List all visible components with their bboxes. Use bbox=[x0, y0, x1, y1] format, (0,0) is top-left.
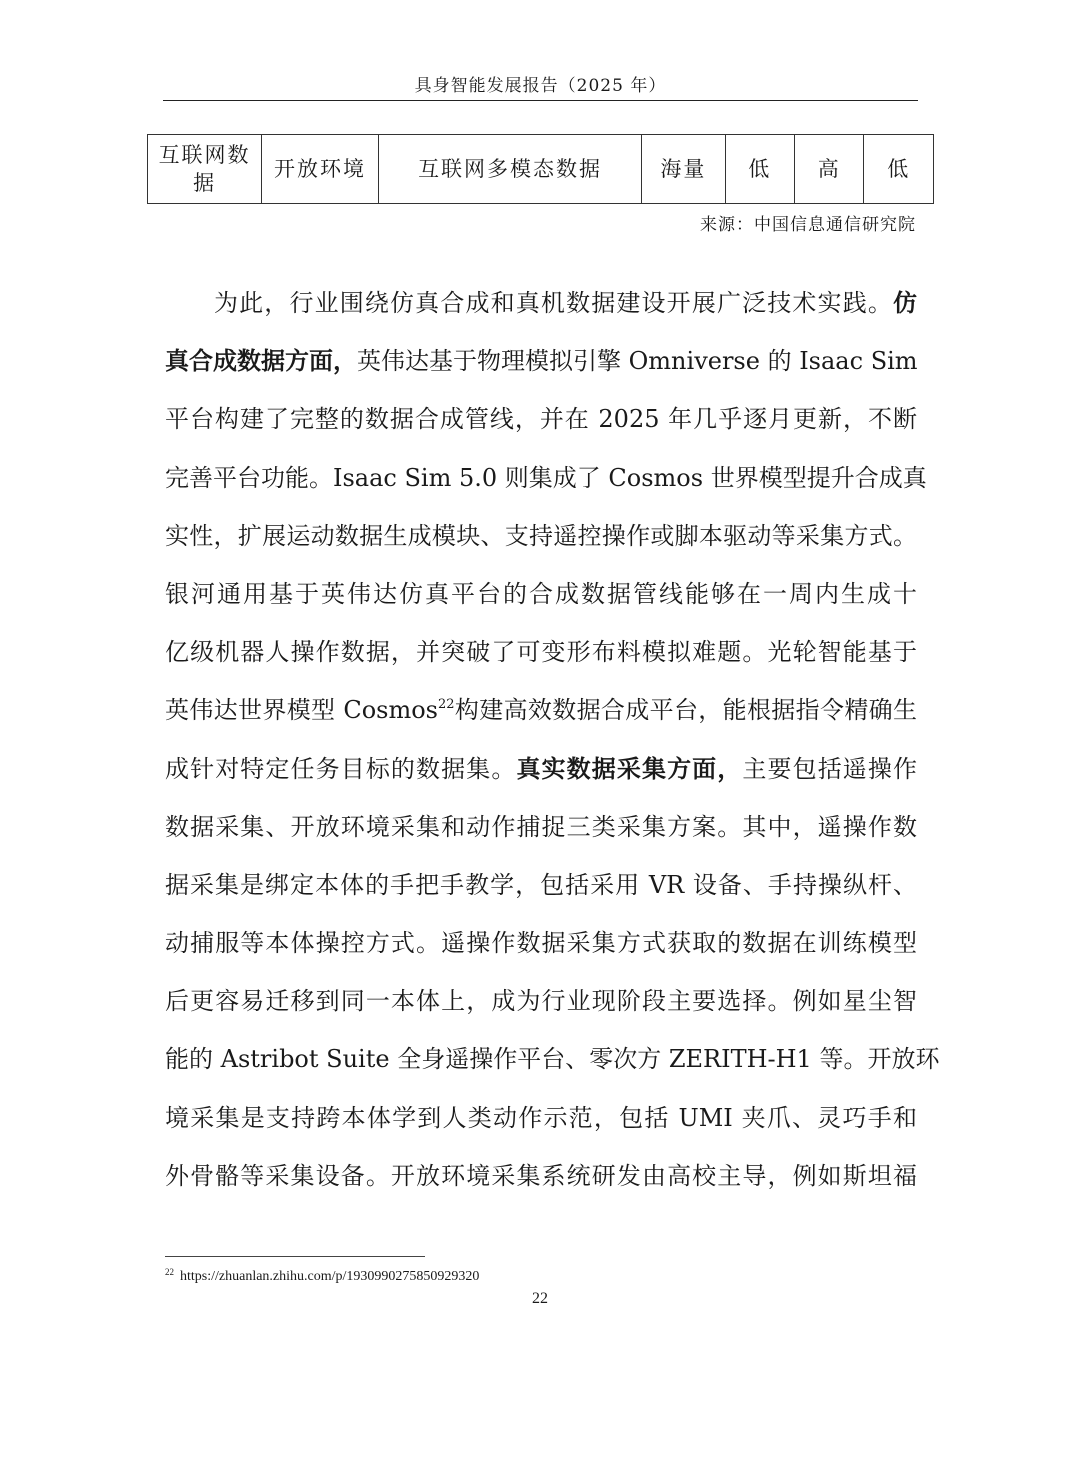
table-cell-scale: 海量 bbox=[642, 135, 725, 204]
footnote-link[interactable]: https://zhuanlan.zhihu.com/p/1930990275850929320 bbox=[180, 1269, 480, 1284]
body-paragraph bbox=[165, 283, 940, 1214]
bold-heading-text: 真合成数据方面， bbox=[165, 347, 357, 376]
paragraph-line: 动捕服等本体操控方式。遥操作数据采集方式获取的数据在训练模型 bbox=[165, 929, 917, 958]
table-cell-generality: 高 bbox=[794, 135, 863, 204]
table-cell-precision: 低 bbox=[864, 135, 934, 204]
table-cell-environment: 开放环境 bbox=[262, 135, 379, 204]
paragraph-line: 外骨骼等采集设备。开放环境采集系统研发由高校主导，例如斯坦福 bbox=[165, 1161, 917, 1190]
data-source-table bbox=[147, 134, 934, 204]
running-header: 具身智能发展报告（2025 年） bbox=[414, 76, 667, 96]
paragraph-line bbox=[165, 283, 917, 341]
line-text: 英伟达基于物理模拟引擎 Omniverse 的 Isaac Sim bbox=[357, 347, 918, 376]
header-divider bbox=[163, 100, 918, 101]
paragraph-line: 能的 Astribot Suite 全身遥操作平台、零次方 ZERITH-H1 等。开放环 bbox=[165, 1045, 940, 1074]
footnote-divider bbox=[165, 1256, 425, 1257]
paragraph-line: 据采集是绑定本体的手把手教学，包括采用 VR 设备、手持操纵杆、 bbox=[165, 870, 917, 899]
paragraph-line: 平台构建了完整的数据合成管线，并在 2025 年几乎逐月更新，不断 bbox=[165, 405, 917, 434]
table-cell-data-form: 互联网多模态数据 bbox=[378, 135, 642, 204]
line-text: 成针对特定任务目标的数据集。 bbox=[165, 754, 517, 783]
bold-heading-text: 真实数据采集方面， bbox=[516, 754, 743, 783]
line-text: 英伟达世界模型 Cosmos bbox=[165, 696, 438, 725]
line-text: 主要包括遥操作 bbox=[742, 754, 918, 783]
paragraph-line bbox=[165, 341, 917, 399]
paragraph-line: 实性，扩展运动数据生成模块、支持遥控操作或脚本驱动等采集方式。 bbox=[165, 521, 917, 550]
paragraph-line bbox=[165, 749, 917, 807]
footnote bbox=[165, 1267, 479, 1287]
paragraph-line: 亿级机器人操作数据，并突破了可变形布料模拟难题。光轮智能基于 bbox=[165, 638, 917, 667]
table-cell-cost: 低 bbox=[725, 135, 794, 204]
paragraph-line: 数据采集、开放环境采集和动作捕捉三类采集方案。其中，遥操作数 bbox=[165, 812, 917, 841]
table-cell-data-type: 互联网数据 bbox=[148, 135, 262, 204]
table-row bbox=[148, 135, 934, 204]
footnote-reference: 22 bbox=[438, 697, 455, 713]
line-text: 为此，行业围绕仿真合成和真机数据建设开展广泛技术实践。 bbox=[214, 289, 893, 317]
paragraph-line bbox=[165, 690, 917, 748]
paragraph-line: 境采集是支持跨本体学到人类动作示范，包括 UMI 夹爪、灵巧手和 bbox=[165, 1103, 917, 1132]
paragraph-line: 完善平台功能。Isaac Sim 5.0 则集成了 Cosmos 世界模型提升合成真 bbox=[165, 463, 927, 492]
paragraph-line: 后更容易迁移到同一本体上，成为行业现阶段主要选择。例如星尘智 bbox=[165, 987, 917, 1016]
footnote-marker: 22 bbox=[165, 1267, 174, 1277]
table-source-note: 来源：中国信息通信研究院 bbox=[700, 215, 916, 235]
bold-heading-text: 仿 bbox=[893, 289, 917, 317]
paragraph-line: 银河通用基于英伟达仿真平台的合成数据管线能够在一周内生成十 bbox=[165, 579, 917, 608]
line-text: 构建高效数据合成平台，能根据指令精确生 bbox=[454, 696, 917, 725]
page-number: 22 bbox=[532, 1290, 548, 1307]
